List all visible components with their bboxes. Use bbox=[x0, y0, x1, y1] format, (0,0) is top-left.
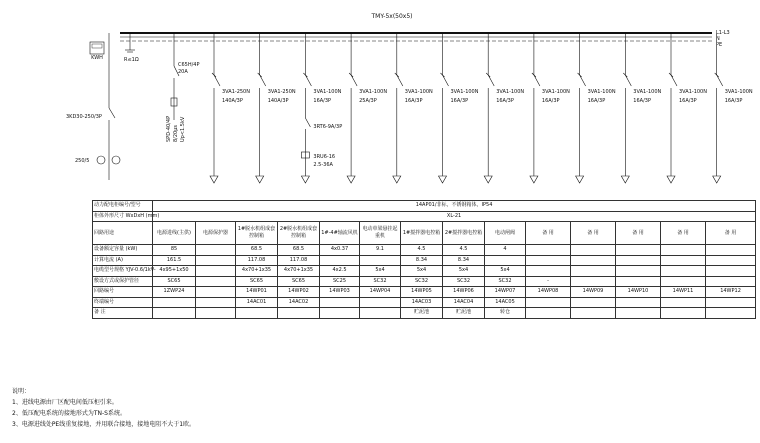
breaker-rating: 16A/3P bbox=[724, 98, 743, 104]
table-cell bbox=[571, 276, 616, 287]
ct-label: 250/5 bbox=[75, 158, 90, 164]
outgoing-arrow bbox=[301, 176, 309, 183]
table-cell: 68.5 bbox=[236, 245, 278, 256]
table-cell: 备 用 bbox=[616, 222, 661, 245]
table-cell bbox=[616, 308, 661, 319]
table-cell bbox=[196, 287, 236, 298]
breaker-contact bbox=[397, 75, 403, 86]
breaker-model: 3VA1-100N bbox=[313, 89, 342, 95]
breaker-model: 3VA1-100N bbox=[359, 89, 388, 95]
breaker-contact bbox=[351, 75, 357, 86]
table-cell bbox=[196, 266, 236, 277]
table-cell: SC25 bbox=[320, 276, 360, 287]
breaker-contact bbox=[580, 75, 586, 86]
panel-size-row bbox=[93, 211, 756, 222]
breaker-contact bbox=[488, 75, 494, 86]
breaker-contact bbox=[214, 75, 220, 86]
table-cell bbox=[571, 308, 616, 319]
branch-8 bbox=[530, 33, 570, 183]
table-cell: 14AC02 bbox=[278, 297, 320, 308]
breaker-model: 3VA1-250N bbox=[267, 89, 296, 95]
branch-10 bbox=[621, 33, 661, 183]
breaker-rating: 16A/3P bbox=[679, 98, 697, 104]
table-cell: 电源保护器 bbox=[196, 222, 236, 245]
table-cell: 4.5 bbox=[443, 245, 485, 256]
table-cell: 电源进线(主供) bbox=[153, 222, 196, 245]
breaker-model: 3VA1-100N bbox=[404, 89, 433, 95]
table-cell: 5x4 bbox=[485, 266, 526, 277]
table-cell bbox=[196, 276, 236, 287]
outgoing-arrow bbox=[393, 176, 401, 183]
table-cell: 14WP07 bbox=[485, 287, 526, 298]
table-cell bbox=[616, 266, 661, 277]
breaker-model: 3VA1-100N bbox=[679, 89, 707, 95]
outgoing-arrow bbox=[484, 176, 492, 183]
table-cell: SC32 bbox=[360, 276, 401, 287]
table-cell: 68.5 bbox=[278, 245, 320, 256]
ct-right bbox=[112, 156, 120, 164]
table-cell: 9.1 bbox=[360, 245, 401, 256]
busbar-label: TMY-5x(50x5) bbox=[371, 13, 413, 20]
spd-breaker-rating: 20A bbox=[178, 69, 188, 75]
breaker-contact bbox=[625, 75, 631, 86]
row-label: 备 注 bbox=[93, 308, 153, 319]
outgoing-arrow bbox=[256, 176, 264, 183]
table-cell bbox=[706, 245, 756, 256]
table-cell bbox=[196, 245, 236, 256]
table-cell bbox=[706, 266, 756, 277]
breaker-rating: 16A/3P bbox=[313, 98, 332, 104]
panel-id-label: 动力配电柜编号/型号 bbox=[93, 201, 153, 212]
table-cell: 161.5 bbox=[153, 255, 196, 266]
branch-6 bbox=[439, 33, 479, 183]
breaker-rating: 25A/3P bbox=[359, 98, 377, 104]
table-cell: 4x70+1x35 bbox=[278, 266, 320, 277]
table-cell bbox=[661, 276, 706, 287]
outgoing-arrow bbox=[713, 176, 721, 183]
panel-size-value: XL-21 bbox=[153, 211, 756, 222]
branch-3 bbox=[301, 33, 342, 183]
table-cell bbox=[616, 255, 661, 266]
relay-range: 2.5-36A bbox=[313, 162, 333, 168]
table-cell: 电动闸阀 bbox=[485, 222, 526, 245]
table-cell bbox=[360, 308, 401, 319]
table-cell: SC32 bbox=[485, 276, 526, 287]
table-cell bbox=[153, 297, 196, 308]
incoming-section bbox=[66, 33, 200, 180]
note-item: 1、进线电源由厂区配电间低压柜引来。 bbox=[12, 399, 118, 406]
table-cell bbox=[320, 308, 360, 319]
table-cell bbox=[153, 308, 196, 319]
breaker-contact bbox=[534, 75, 540, 86]
table-cell: 14AC01 bbox=[236, 297, 278, 308]
breaker-rating: 16A/3P bbox=[404, 98, 423, 104]
table-cell: 14WP08 bbox=[526, 287, 571, 298]
table-cell bbox=[661, 245, 706, 256]
outgoing-arrow bbox=[530, 176, 538, 183]
table-cell bbox=[526, 308, 571, 319]
table-cell: 14WP09 bbox=[571, 287, 616, 298]
table-cell bbox=[661, 266, 706, 277]
table-cell: 1#搅拌器电控箱 bbox=[401, 222, 443, 245]
breaker-model: 3VA1-100N bbox=[541, 89, 570, 95]
outgoing-arrow bbox=[210, 176, 218, 183]
branch-5 bbox=[393, 33, 433, 183]
table-cell: 14WP11 bbox=[661, 287, 706, 298]
table-cell bbox=[360, 255, 401, 266]
outgoing-arrow bbox=[667, 176, 675, 183]
table-cell: - bbox=[526, 276, 571, 287]
table-row bbox=[93, 266, 756, 277]
breaker-rating: 16A/3P bbox=[587, 98, 606, 104]
table-cell: 贮泥池 bbox=[443, 308, 485, 319]
table-cell: SC65 bbox=[278, 276, 320, 287]
table-cell: 14WP12 bbox=[706, 287, 756, 298]
table-cell: 117.08 bbox=[236, 255, 278, 266]
table-row bbox=[93, 222, 756, 245]
breaker-rating: 140A/3P bbox=[267, 98, 289, 104]
relay-model: 3RU6-16 bbox=[313, 154, 336, 160]
table-row bbox=[93, 245, 756, 256]
phase-label-n: N bbox=[716, 36, 720, 42]
table-cell: 1#-4#轴流风机 bbox=[320, 222, 360, 245]
ct-left bbox=[97, 156, 105, 164]
table-cell: 14AC05 bbox=[485, 297, 526, 308]
row-label: 计算电流 (A) bbox=[93, 255, 153, 266]
breaker-model: 3VA1-100N bbox=[450, 89, 479, 95]
breaker-rating: 16A/3P bbox=[541, 98, 560, 104]
table-cell: 4x95+1x50 bbox=[153, 266, 196, 277]
breaker-contact bbox=[443, 75, 449, 86]
spd-spec-1: 8/20μs bbox=[173, 124, 179, 142]
notes-block bbox=[12, 386, 195, 430]
branch-12 bbox=[713, 33, 753, 183]
table-cell bbox=[616, 297, 661, 308]
table-cell: 8.34 bbox=[443, 255, 485, 266]
table-cell bbox=[526, 297, 571, 308]
table-cell: 5x4 bbox=[443, 266, 485, 277]
note-item: 3、电源进线处PE线重复接地，并用联合接地，接地电阻不大于1欧。 bbox=[12, 421, 196, 428]
spd-spec-2: Up<1.5kV bbox=[180, 116, 186, 142]
table-cell: 1ZWP24 bbox=[153, 287, 196, 298]
table-row bbox=[93, 308, 756, 319]
table-cell: 备 用 bbox=[571, 222, 616, 245]
row-label: 设备额定容量 (kW) bbox=[93, 245, 153, 256]
table-row bbox=[93, 276, 756, 287]
table-cell bbox=[571, 245, 616, 256]
table-cell: 5x4 bbox=[401, 266, 443, 277]
panel-id-row bbox=[93, 201, 756, 212]
table-cell: 14WP10 bbox=[616, 287, 661, 298]
outgoing-arrow bbox=[347, 176, 355, 183]
branch-7 bbox=[484, 33, 524, 183]
table-cell bbox=[360, 297, 401, 308]
breaker-rating: 16A/3P bbox=[450, 98, 469, 104]
table-cell bbox=[526, 255, 571, 266]
table-cell bbox=[196, 308, 236, 319]
row-label: 电缆型号规格 YJV-0.6/1kV- bbox=[93, 266, 153, 277]
branch-11 bbox=[667, 33, 707, 183]
table-cell: SC32 bbox=[443, 276, 485, 287]
branch-4 bbox=[347, 33, 387, 183]
table-cell bbox=[526, 266, 571, 277]
spd-model: SPD-40/4P bbox=[166, 115, 172, 142]
notes-title: 说明： bbox=[12, 388, 31, 395]
phase-label-l: L1-L3 bbox=[716, 30, 730, 36]
table-cell: 备 用 bbox=[706, 222, 756, 245]
breaker-contact bbox=[671, 75, 677, 86]
table-cell: 4x70+1x35 bbox=[236, 266, 278, 277]
spd-breaker-model: C65H/4P bbox=[178, 62, 200, 68]
note-item: 2、低压配电系统的接地形式为TN-S系统。 bbox=[12, 410, 126, 417]
breaker-model: 3VA1-100N bbox=[587, 89, 616, 95]
breaker-model: 3VA1-250N bbox=[222, 89, 250, 95]
table-cell: 备 用 bbox=[661, 222, 706, 245]
table-cell: 8.34 bbox=[401, 255, 443, 266]
row-label: 回路用途 bbox=[93, 222, 153, 245]
breaker-model: 3VA1-100N bbox=[633, 89, 662, 95]
table-cell bbox=[706, 308, 756, 319]
table-cell bbox=[320, 297, 360, 308]
branch-2 bbox=[256, 33, 296, 183]
breaker-contact bbox=[717, 75, 723, 86]
table-cell: 117.08 bbox=[278, 255, 320, 266]
table-cell: 4 bbox=[485, 245, 526, 256]
outgoing-arrow bbox=[576, 176, 584, 183]
table-cell bbox=[485, 255, 526, 266]
circuit-table bbox=[92, 200, 756, 319]
table-cell: 贮泥池 bbox=[401, 308, 443, 319]
table-cell: SC32 bbox=[401, 276, 443, 287]
table-cell: 4.5 bbox=[401, 245, 443, 256]
table-cell: 4x2.5 bbox=[320, 266, 360, 277]
table-cell bbox=[661, 255, 706, 266]
phase-label-pe: PE bbox=[716, 42, 723, 48]
branch-9 bbox=[576, 33, 616, 183]
contactor-contact bbox=[305, 118, 310, 127]
table-cell: 85 bbox=[153, 245, 196, 256]
breaker-model: 3VA1-100N bbox=[496, 89, 525, 95]
notes-list bbox=[12, 397, 195, 430]
breaker-rating: 16A/3P bbox=[633, 98, 651, 104]
table-cell: 14WP06 bbox=[443, 287, 485, 298]
table-cell: 5x4 bbox=[360, 266, 401, 277]
branch-1 bbox=[210, 33, 250, 183]
row-label: 回路编号 bbox=[93, 287, 153, 298]
main-switch-label: 3KD30-250/3P bbox=[66, 114, 102, 120]
table-cell: SC65 bbox=[236, 276, 278, 287]
kwh-meter-label: KWH bbox=[91, 55, 103, 61]
circuit-table-body bbox=[93, 222, 756, 319]
contactor-model: 3RT6-9A/3P bbox=[313, 124, 343, 130]
table-row bbox=[93, 297, 756, 308]
table-cell bbox=[196, 297, 236, 308]
panel-id-value: 14AP01/非标，不锈钢箱体，IP54 bbox=[153, 201, 756, 212]
table-cell bbox=[571, 266, 616, 277]
feeder-branches bbox=[210, 33, 753, 183]
table-cell: 14WP03 bbox=[320, 287, 360, 298]
table-cell bbox=[616, 276, 661, 287]
breaker-rating: 16A/3P bbox=[496, 98, 514, 104]
breaker-contact bbox=[305, 75, 311, 86]
table-cell bbox=[661, 308, 706, 319]
panel-size-label: 柜体外形尺寸 WxDxH (mm) bbox=[93, 211, 153, 222]
table-cell bbox=[706, 297, 756, 308]
single-line-diagram bbox=[0, 0, 760, 180]
table-cell bbox=[278, 308, 320, 319]
table-cell bbox=[320, 255, 360, 266]
table-cell: 14WP04 bbox=[360, 287, 401, 298]
table-cell: 2#脱水机组成套控制箱 bbox=[278, 222, 320, 245]
table-cell: 转仓 bbox=[485, 308, 526, 319]
breaker-model: 3VA1-100N bbox=[724, 89, 753, 95]
table-cell: 电动单梁悬挂起重机 bbox=[360, 222, 401, 245]
table-cell: SC65 bbox=[153, 276, 196, 287]
table-cell bbox=[571, 297, 616, 308]
table-cell bbox=[706, 276, 756, 287]
table-row bbox=[93, 287, 756, 298]
table-cell bbox=[571, 255, 616, 266]
table-row bbox=[93, 255, 756, 266]
table-cell: 14WP05 bbox=[401, 287, 443, 298]
table-cell: 14AC04 bbox=[443, 297, 485, 308]
table-cell bbox=[236, 308, 278, 319]
table-cell: 14WP02 bbox=[278, 287, 320, 298]
table-cell: 14WP01 bbox=[236, 287, 278, 298]
breaker-rating: 140A/3P bbox=[222, 98, 243, 104]
table-cell: 14AC03 bbox=[401, 297, 443, 308]
row-label: 敷设方式或保护管径 bbox=[93, 276, 153, 287]
table-cell bbox=[661, 297, 706, 308]
table-cell: 4x0.37 bbox=[320, 245, 360, 256]
breaker-contact bbox=[260, 75, 266, 86]
table-cell: 1#脱水机组成套控制箱 bbox=[236, 222, 278, 245]
ground-label: R≤1Ω bbox=[124, 57, 139, 63]
table-cell bbox=[616, 245, 661, 256]
table-cell: 2#搅拌器电控箱 bbox=[443, 222, 485, 245]
table-cell bbox=[526, 245, 571, 256]
outgoing-arrow bbox=[439, 176, 447, 183]
outgoing-arrow bbox=[621, 176, 629, 183]
table-cell: 备 用 bbox=[526, 222, 571, 245]
table-cell bbox=[706, 255, 756, 266]
row-label: 终端编号 bbox=[93, 297, 153, 308]
table-cell bbox=[196, 255, 236, 266]
